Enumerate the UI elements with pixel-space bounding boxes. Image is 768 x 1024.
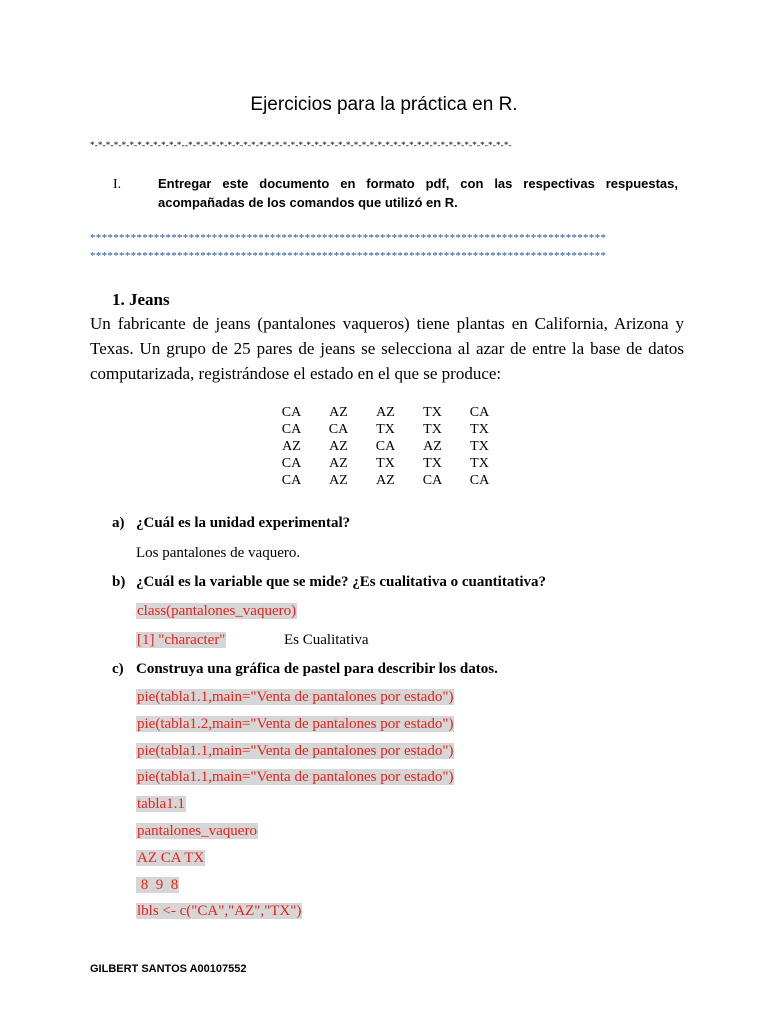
state-data-table — [268, 404, 503, 489]
table-row — [268, 472, 503, 489]
table-row — [268, 404, 503, 421]
table-cell: TX — [470, 439, 489, 454]
star-separator: ***************************************************************************************** — [90, 250, 607, 262]
code-output: [1] "character" — [137, 632, 226, 648]
answer-a: Los pantalones de vaquero. — [136, 545, 301, 561]
instruction-number: I. — [113, 177, 122, 192]
table-cell: AZ — [329, 405, 348, 420]
page-title: Ejercicios para la práctica en R. — [250, 94, 518, 115]
table-cell: TX — [423, 456, 442, 471]
table-row — [268, 455, 503, 472]
footer-author: GILBERT SANTOS A00107552 — [90, 963, 247, 975]
code-line: lbls <- c("CA","AZ","TX") — [137, 903, 302, 919]
section-intro: Un fabricante de jeans (pantalones vaqueros) tiene plantas en California, Arizona y Texas. Un grupo de 25 pares de jeans se selecciona al azar de entre la base de datos computarizada, registrándose el estado en el que se produce: — [90, 314, 684, 383]
table-cell: CA — [469, 473, 490, 488]
table-cell: AZ — [376, 405, 395, 420]
table-cell: CA — [375, 439, 396, 454]
section-heading: 1. Jeans — [112, 290, 170, 309]
table-cell: AZ — [329, 456, 348, 471]
question-c-text: Construya una gráfica de pastel para describir los datos. — [136, 661, 498, 677]
table-cell: AZ — [423, 439, 442, 454]
table-cell: TX — [376, 456, 395, 471]
star-separator: ***************************************************************************************** — [90, 232, 607, 244]
question-b-text: ¿Cuál es la variable que se mide? ¿Es cualitativa o cuantitativa? — [136, 574, 546, 590]
code-line: pie(tabla1.2,main="Venta de pantalones por estado") — [137, 716, 454, 732]
code-line: pie(tabla1.1,main="Venta de pantalones por estado") — [137, 769, 454, 785]
table-row — [268, 421, 503, 438]
table-cell: CA — [469, 405, 490, 420]
instruction-text: Entregar este documento en formato pdf, con las respectivas respuestas, acompañadas de los comandos que utilizó en R. — [158, 176, 678, 210]
table-cell: TX — [470, 456, 489, 471]
table-cell: CA — [281, 422, 302, 437]
code-line: pie(tabla1.1,main="Venta de pantalones por estado") — [137, 689, 454, 705]
table-cell: TX — [376, 422, 395, 437]
question-a-label: a) — [112, 515, 125, 531]
code-line: pantalones_vaquero — [137, 823, 257, 839]
table-cell: CA — [422, 473, 443, 488]
table-cell: CA — [281, 473, 302, 488]
table-cell: AZ — [329, 439, 348, 454]
table-cell: CA — [328, 422, 349, 437]
question-a-text: ¿Cuál es la unidad experimental? — [136, 515, 351, 531]
table-cell: AZ — [282, 439, 301, 454]
table-cell: TX — [423, 422, 442, 437]
code-line: AZ CA TX — [137, 850, 205, 866]
table-row — [268, 438, 503, 455]
question-c-label: c) — [112, 661, 124, 677]
table-cell: CA — [281, 456, 302, 471]
table-cell: AZ — [329, 473, 348, 488]
code-line: tabla1.1 — [137, 796, 185, 812]
question-b-label: b) — [112, 574, 126, 590]
answer-b: Es Cualitativa — [284, 632, 369, 648]
table-cell: CA — [281, 405, 302, 420]
code-line: 8 9 8 — [137, 877, 179, 893]
code-class: class(pantalones_vaquero) — [137, 603, 297, 619]
table-cell: AZ — [376, 473, 395, 488]
table-cell: TX — [423, 405, 442, 420]
dash-separator: *-*-*-*-*-*-*-*-*-*-*-*--*-*-*-*-*-*-*-*-*-*-*-*-*-*-*-*-*-*-*-*-*-*-*-*-*-*-*-*-*-*-*-*-*-*-*-*-*-*-*-*-*- — [90, 140, 512, 150]
code-line: pie(tabla1.1,main="Venta de pantalones por estado") — [137, 743, 454, 759]
table-cell: TX — [470, 422, 489, 437]
